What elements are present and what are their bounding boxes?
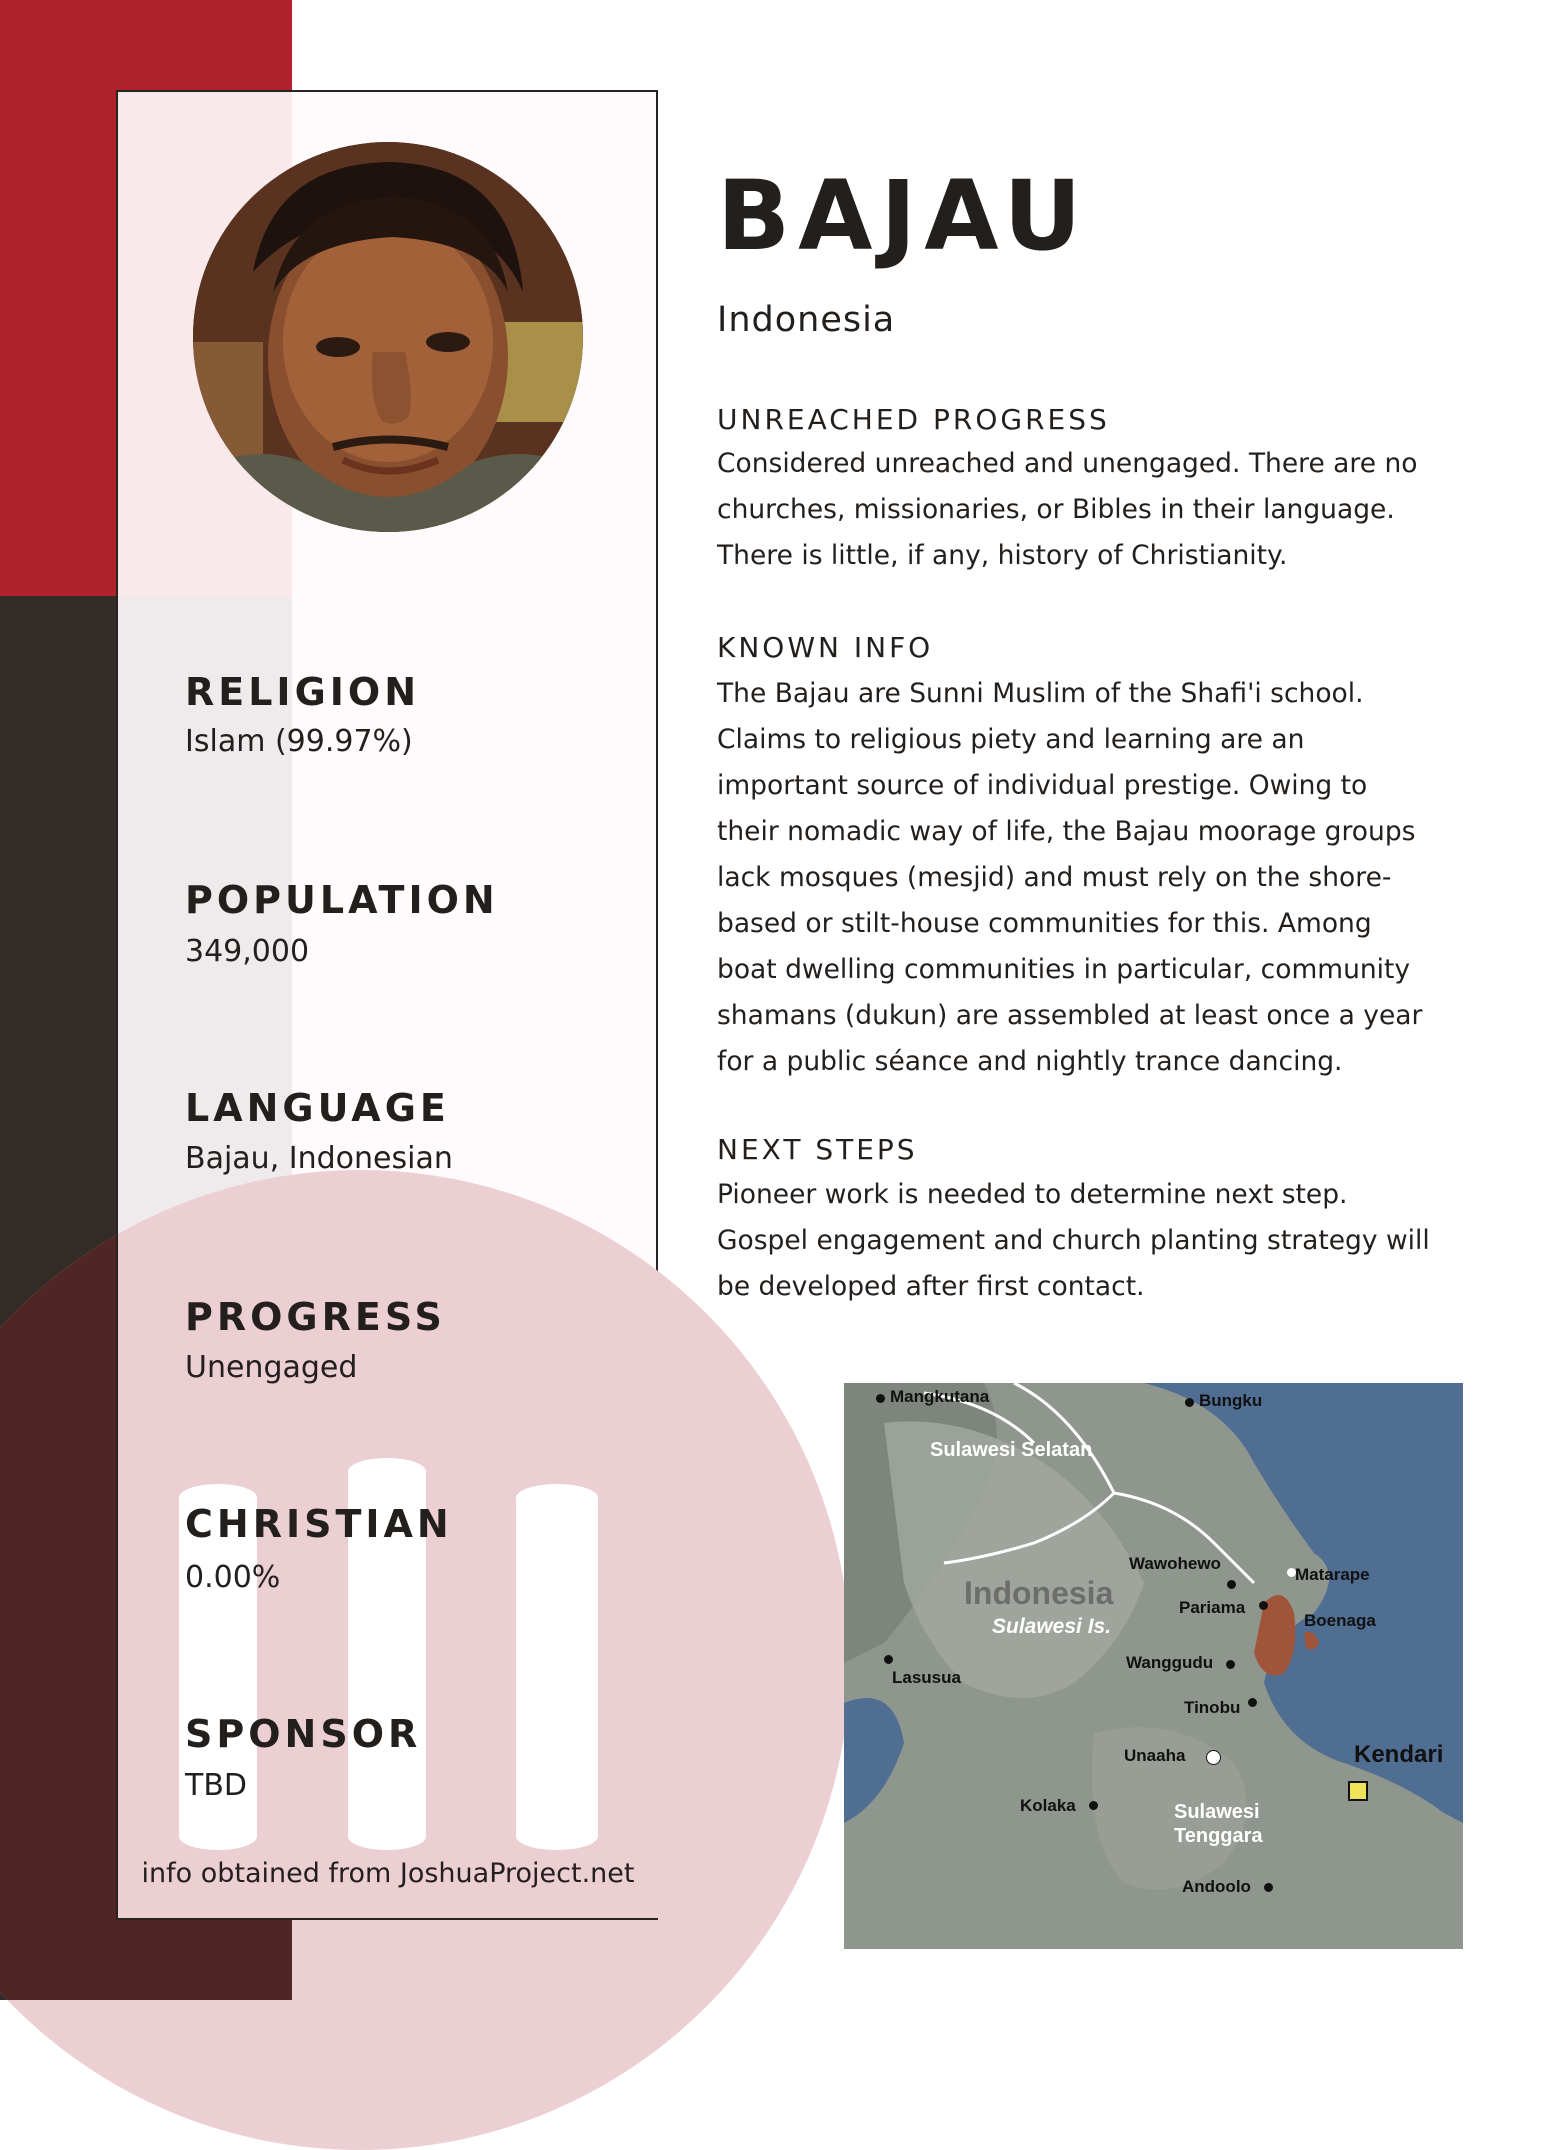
map-dot-wawohewo xyxy=(1227,1580,1236,1589)
map-dot-pariama xyxy=(1259,1601,1268,1610)
decorative-pill-right xyxy=(516,1484,598,1850)
unreached-progress-heading: UNREACHED PROGRESS xyxy=(717,403,1110,436)
known-info-body: The Bajau are Sunni Muslim of the Shafi'i school. Claims to religious piety and learning are an important source of individual prestige. Owing to their nomadic way of life, the Bajau moorage groups lack mosques (mesjid) and must rely on the shore-based or stilt-house communities for this. Among boat dwelling communities in particular, community shamans (dukun) are assembled at least once a year for a public séance and nightly trance dancing. xyxy=(717,678,1423,1077)
map-dot-tinobu xyxy=(1248,1698,1257,1707)
map-label-sulawesi-is: Sulawesi Is. xyxy=(992,1615,1112,1638)
next-steps-heading: NEXT STEPS xyxy=(717,1133,918,1166)
language-label: LANGUAGE xyxy=(185,1086,450,1130)
religion-value: Islam (99.97%) xyxy=(185,724,413,759)
map-label-bungku: Bungku xyxy=(1199,1391,1263,1410)
population-label: POPULATION xyxy=(185,878,499,922)
map-label-sulawesi-tenggara-line1: Sulawesi xyxy=(1174,1801,1260,1823)
language-value: Bajau, Indonesian xyxy=(185,1141,453,1176)
map-dot-unaaha xyxy=(1206,1750,1221,1765)
map-label-kolaka: Kolaka xyxy=(1020,1796,1076,1815)
map-label-lasusua: Lasusua xyxy=(892,1668,961,1687)
unreached-progress-body: Considered unreached and unengaged. There are no churches, missionaries, or Bibles in their language. There is little, if any, history of Christianity. xyxy=(717,448,1418,571)
progress-label: PROGRESS xyxy=(185,1295,446,1339)
map-dot-wanggudu xyxy=(1226,1660,1235,1669)
map-dot-lasusua xyxy=(884,1655,893,1664)
known-info-heading: KNOWN INFO xyxy=(717,631,934,664)
map-label-tinobu: Tinobu xyxy=(1184,1698,1241,1717)
christian-label: CHRISTIAN xyxy=(185,1502,453,1546)
map-dot-bungku xyxy=(1185,1398,1194,1407)
map-dot-andoolo xyxy=(1264,1883,1273,1892)
map-label-indonesia: Indonesia xyxy=(964,1575,1114,1611)
next-steps-body: Pioneer work is needed to determine next step. Gospel engagement and church planting strategy will be developed after first contact. xyxy=(717,1179,1430,1302)
religion-label: RELIGION xyxy=(185,670,421,714)
map-dot-kolaka xyxy=(1089,1801,1098,1810)
map-label-andoolo: Andoolo xyxy=(1182,1877,1251,1896)
map-label-wanggudu: Wanggudu xyxy=(1126,1653,1214,1672)
map-label-sulawesi-tenggara-line2: Tenggara xyxy=(1174,1825,1263,1847)
christian-value: 0.00% xyxy=(185,1560,281,1595)
map-label-sulawesi-selatan: Sulawesi Selatan xyxy=(930,1439,1093,1461)
map-label-wawohewo: Wawohewo xyxy=(1129,1554,1221,1573)
map-label-boenaga: Boenaga xyxy=(1304,1611,1376,1630)
map-marker-kendari xyxy=(1348,1781,1368,1801)
page-title: BAJAU xyxy=(717,160,1090,272)
region-map xyxy=(844,1383,1463,1949)
map-label-pariama: Pariama xyxy=(1179,1598,1246,1617)
map-dot-mangkutana xyxy=(876,1394,885,1403)
portrait-photo xyxy=(193,142,583,532)
map-label-kendari: Kendari xyxy=(1354,1741,1444,1768)
portrait-illustration xyxy=(193,142,583,532)
map-label-matarape: Matarape xyxy=(1295,1565,1370,1584)
map-label-mangkutana: Mangkutana xyxy=(890,1387,990,1406)
sponsor-value: TBD xyxy=(185,1768,248,1803)
map-label-unaaha: Unaaha xyxy=(1124,1746,1186,1765)
progress-value: Unengaged xyxy=(185,1350,358,1385)
population-value: 349,000 xyxy=(185,934,310,969)
sponsor-label: SPONSOR xyxy=(185,1712,422,1756)
country-subtitle: Indonesia xyxy=(717,300,896,340)
source-note: info obtained from JoshuaProject.net xyxy=(141,1858,635,1889)
